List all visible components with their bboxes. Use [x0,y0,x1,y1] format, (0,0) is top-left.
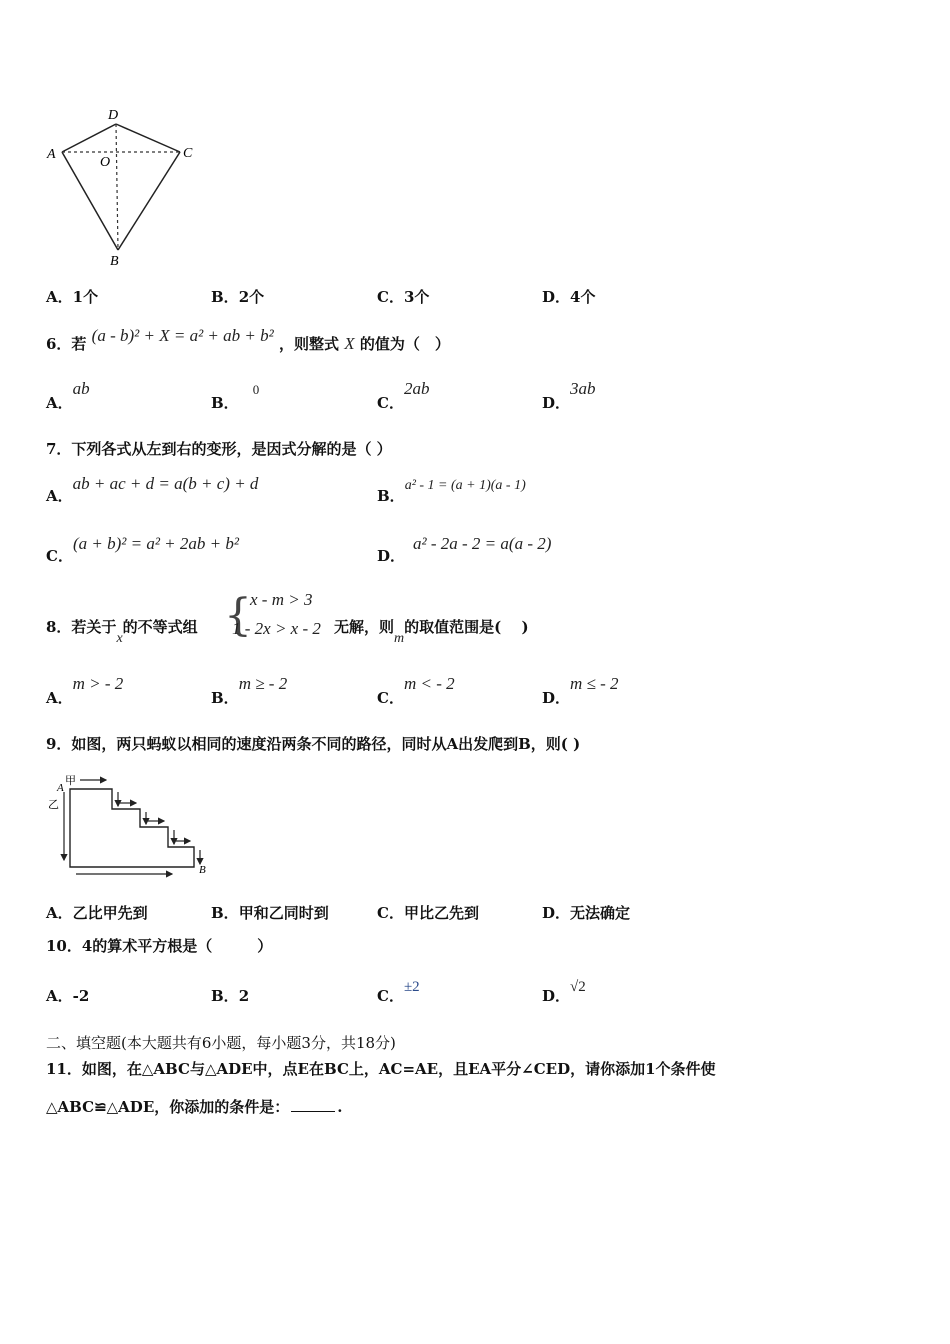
q10-option-d[interactable]: D．√2 [542,979,586,1005]
question-8: 8．若关于x的不等式组 [46,618,198,646]
q5-option-b[interactable]: B．2个 [211,288,265,306]
q7-option-d[interactable]: D．a² - 2a - 2 = a(a - 2) [377,534,552,565]
q6-option-b[interactable]: B．0 [211,382,260,412]
question-10: 10．4的算术平方根是（ ） [46,937,273,955]
q6-option-c[interactable]: C．2ab [377,379,430,412]
kite-label-o: O [100,155,111,170]
section-2-title: 二、填空题(本大题共有6小题，每小题3分，共18分) [46,1034,396,1052]
q10-option-c[interactable]: C．±2 [377,979,420,1005]
q8-system-brace: { [224,590,252,641]
q10-option-a[interactable]: A．-2 [46,987,90,1005]
stair-label-yi: 乙 [48,799,59,811]
staircase-figure [44,770,216,878]
question-6: 6．若 (a - b)² + X = a² + ab + b² ，则整式 X 的值为（ ） [46,326,450,353]
q7-option-b[interactable]: B．a² - 1 = (a + 1)(a - 1) [377,478,526,505]
question-9: 9．如图，两只蚂蚁以相同的速度沿两条不同的路径，同时从A出发爬到B，则( ) [46,735,581,753]
q5-option-d[interactable]: D．4个 [542,288,596,306]
q6-expression: (a - b)² + X = a² + ab + b² [91,326,274,345]
kite-label-b: B [110,254,119,269]
question-7: 7．下列各式从左到右的变形，是因式分解的是（ ） [46,440,392,458]
answer-blank[interactable] [291,1097,335,1112]
q8-option-b[interactable]: B．m ≥ - 2 [211,674,288,707]
q8-option-c[interactable]: C．m < - 2 [377,674,455,707]
q9-option-b[interactable]: B．甲和乙同时到 [211,904,329,922]
q9-option-d[interactable]: D．无法确定 [542,904,631,922]
q8-system-line1: x - m > 3 [250,590,313,609]
kite-figure [40,100,210,270]
stair-label-a: A [57,782,64,794]
q6-option-a[interactable]: A．ab [46,379,90,412]
q8-option-a[interactable]: A．m > - 2 [46,674,124,707]
stair-label-jia: 甲 [65,775,76,787]
q5-option-c[interactable]: C．3个 [377,288,430,306]
q6-option-d[interactable]: D．3ab [542,379,596,412]
q8-option-d[interactable]: D．m ≤ - 2 [542,674,619,707]
q8-system-line2: 1 - 2x > x - 2 [232,619,321,638]
q10-option-b[interactable]: B．2 [211,987,250,1005]
question-11-line1: 11．如图，在△ABC与△ADE中，点E在BC上，AC=AE，且EA平分∠CED，请你添加1个条件使 [46,1060,716,1078]
q7-option-a[interactable]: A．ab + ac + d = a(b + c) + d [46,474,259,505]
question-8-tail: 无解，则m的取值范围是( ) [334,618,529,646]
q7-option-c[interactable]: C．(a + b)² = a² + 2ab + b² [46,534,239,565]
kite-label-a: A [47,147,56,162]
question-11-line2: △ABC≌△ADE，你添加的条件是： . [46,1098,343,1116]
kite-label-c: C [183,146,193,161]
q5-option-a[interactable]: A．1个 [46,288,99,306]
q9-option-c[interactable]: C．甲比乙先到 [377,904,479,922]
stair-label-b: B [199,864,206,876]
kite-label-d: D [108,108,119,123]
q9-option-a[interactable]: A．乙比甲先到 [46,904,148,922]
